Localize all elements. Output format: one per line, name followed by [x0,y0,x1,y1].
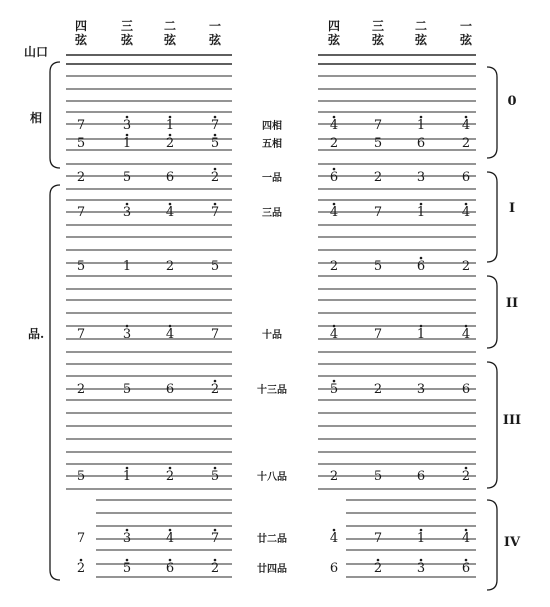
octave-dot [126,203,129,206]
right-note: 3 [416,170,426,185]
fret-lines [66,55,476,577]
octave-dot [214,467,217,470]
octave-dot [169,134,172,137]
octave-dot [420,257,423,260]
left-note: 4 [165,531,175,546]
left-note: 2 [165,469,175,484]
right-note: 2 [373,382,383,397]
left-header-3-bottom: 弦 [120,33,134,47]
octave-dot [126,559,129,562]
left-header-1-bottom: 弦 [208,33,222,47]
octave-dot [214,203,217,206]
right-header-4-top: 四 [327,19,341,33]
right-note: 7 [373,531,383,546]
position-marker: 0 [507,94,517,109]
right-note: 6 [329,561,339,576]
right-note: 5 [329,382,339,397]
right-note: 2 [373,561,383,576]
left-note: 1 [122,259,132,274]
octave-dot [169,203,172,206]
left-note: 3 [122,118,132,133]
left-note: 5 [210,259,220,274]
left-note: 5 [76,136,86,151]
left-note: 2 [210,170,220,185]
octave-dot [465,203,468,206]
right-header-1-top: 一 [459,19,473,33]
octave-dot [214,529,217,532]
position-marker: II [505,296,519,311]
right-note: 1 [416,205,426,220]
right-note: 3 [416,382,426,397]
bracket-position-4 [487,500,497,590]
left-note: 2 [76,561,86,576]
right-note: 4 [461,531,471,546]
right-note: 6 [461,382,471,397]
left-note: 7 [210,531,220,546]
right-note: 5 [373,469,383,484]
left-note: 6 [165,382,175,397]
row-labels [257,119,287,575]
position-marker: IV [503,535,521,550]
right-note: 7 [373,118,383,133]
octave-dot [420,559,423,562]
right-header-2-bottom: 弦 [414,33,428,47]
bracket-position-1 [487,172,497,262]
left-note: 5 [122,170,132,185]
octave-dot [214,559,217,562]
right-note: 2 [461,136,471,151]
left-note: 1 [122,136,132,151]
octave-dot [169,559,172,562]
octave-dot [420,116,423,119]
left-note: 7 [210,327,220,342]
right-header-3-bottom: 弦 [371,33,385,47]
note-grid [77,116,470,576]
right-note: 6 [461,561,471,576]
position-marker: I [508,201,516,216]
side-label-pin: 品. [28,327,45,341]
left-note: 5 [122,561,132,576]
octave-dot [465,467,468,470]
left-note: 4 [165,205,175,220]
right-note: 1 [416,531,426,546]
left-header-3-top: 三 [120,19,134,33]
octave-dot [420,203,423,206]
right-note: 2 [373,170,383,185]
bracket-position-2 [487,276,497,348]
left-note: 6 [165,561,175,576]
left-note: 6 [165,170,175,185]
right-header-1-bottom: 弦 [459,33,473,47]
right-note: 6 [416,136,426,151]
right-header-3-top: 三 [371,19,385,33]
right-note: 4 [461,205,471,220]
octave-dot [126,134,129,137]
octave-dot [333,380,336,383]
right-note: 6 [461,170,471,185]
octave-dot [333,203,336,206]
octave-dot [333,529,336,532]
right-note: 4 [329,205,339,220]
octave-dot [126,116,129,119]
octave-dot [420,529,423,532]
bracket-position-3 [487,362,497,488]
octave-dot [465,325,468,328]
row-label: 十品 [262,330,282,341]
octave-dot [80,559,83,562]
octave-dot [214,134,217,137]
octave-dot [169,467,172,470]
right-note: 4 [461,327,471,342]
right-note: 6 [416,259,426,274]
left-note: 5 [210,469,220,484]
row-label: 一品 [262,173,282,184]
right-note: 2 [461,469,471,484]
left-note: 2 [210,561,220,576]
octave-dot [214,380,217,383]
left-note: 1 [122,469,132,484]
right-note: 4 [329,118,339,133]
position-marker: III [502,413,522,428]
left-note: 7 [210,118,220,133]
octave-dot [333,116,336,119]
row-label: 三品 [262,208,282,219]
left-note: 3 [122,327,132,342]
right-note: 1 [416,118,426,133]
octave-dot [169,529,172,532]
bracket-xiang [50,62,60,168]
left-note: 5 [76,469,86,484]
left-note: 5 [76,259,86,274]
left-note: 3 [122,531,132,546]
octave-dot [169,325,172,328]
right-note: 4 [329,531,339,546]
left-note: 2 [76,382,86,397]
left-header-2-bottom: 弦 [163,33,177,47]
right-header-2-top: 二 [414,19,428,33]
left-note: 2 [76,170,86,185]
row-label: 廿二品 [257,534,287,545]
position-markers [503,94,521,550]
left-note: 7 [76,118,86,133]
octave-dot [333,168,336,171]
row-label: 五相 [262,139,282,150]
side-label-xiang: 相 [30,111,43,125]
right-note: 4 [329,327,339,342]
bracket-position-0 [487,67,497,158]
left-note: 7 [210,205,220,220]
left-string-headers [74,19,222,47]
octave-dot [169,116,172,119]
octave-dot [465,116,468,119]
left-note: 4 [165,327,175,342]
right-note: 1 [416,327,426,342]
octave-dot [126,325,129,328]
octave-dot [126,467,129,470]
right-string-headers [327,19,473,47]
left-note: 7 [76,531,86,546]
left-note: 1 [165,118,175,133]
left-note: 5 [210,136,220,151]
right-note: 2 [329,136,339,151]
right-note: 7 [373,327,383,342]
row-label: 廿四品 [257,564,287,575]
right-note: 2 [329,469,339,484]
right-note: 4 [461,118,471,133]
left-header-4-top: 四 [74,19,88,33]
left-note: 2 [165,136,175,151]
left-header-1-top: 一 [208,19,222,33]
right-note: 3 [416,561,426,576]
right-note: 5 [373,259,383,274]
octave-dot [420,325,423,328]
right-note: 5 [373,136,383,151]
left-note: 5 [122,382,132,397]
left-note: 3 [122,205,132,220]
octave-dot [465,559,468,562]
row-label: 四相 [262,121,282,132]
left-note: 2 [165,259,175,274]
right-note: 7 [373,205,383,220]
right-note: 2 [329,259,339,274]
octave-dot [214,116,217,119]
right-note: 6 [329,170,339,185]
octave-dot [465,529,468,532]
right-note: 2 [461,259,471,274]
octave-dot [126,529,129,532]
left-note: 2 [210,382,220,397]
row-label: 十八品 [257,472,287,483]
octave-dot [377,559,380,562]
right-note: 6 [416,469,426,484]
octave-dot [214,168,217,171]
left-header-4-bottom: 弦 [74,33,88,47]
row-label: 十三品 [257,385,287,396]
left-note: 7 [76,205,86,220]
left-note: 7 [76,327,86,342]
right-header-4-bottom: 弦 [327,33,341,47]
bracket-pin [50,185,60,580]
left-header-2-top: 二 [163,19,177,33]
nut-label: 山口 [24,45,49,59]
octave-dot [333,325,336,328]
